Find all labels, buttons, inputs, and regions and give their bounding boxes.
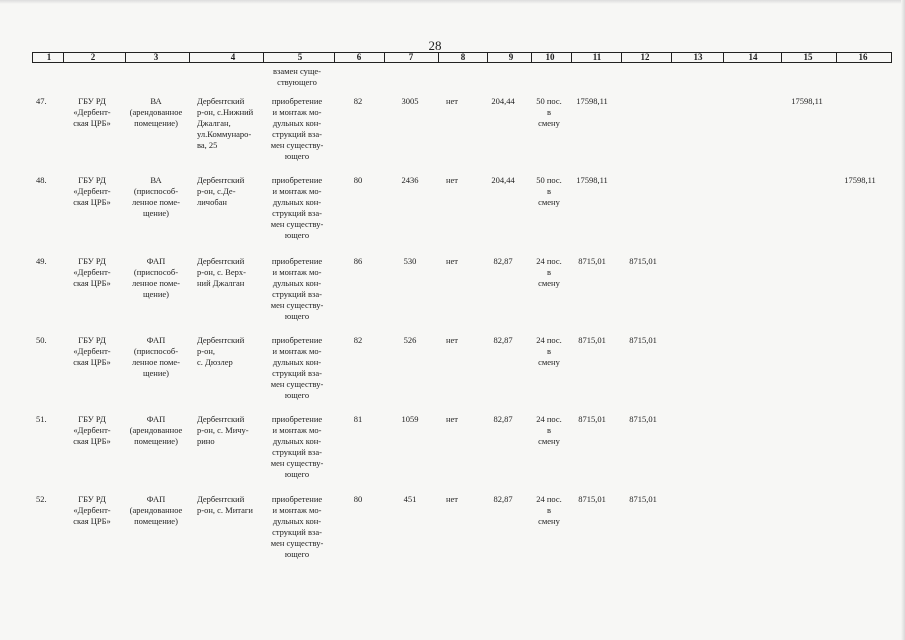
column-number-5: 5 — [297, 52, 303, 62]
organization-cell: ГБУ РД «Дербент- ская ЦРБ» — [73, 96, 111, 128]
col9-value: 82,87 — [493, 335, 513, 345]
organization-cell: ГБУ РД «Дербент- ская ЦРБ» — [73, 414, 111, 446]
header-separator — [836, 53, 837, 62]
facility-type-cell: ФАП (арендованное помещение) — [129, 494, 183, 526]
col12-value: 8715,01 — [629, 256, 657, 266]
col6-value: 82 — [353, 335, 363, 345]
facility-type-cell: ФАП (приспособ- ленное поме- щение) — [132, 335, 180, 378]
row-number: 47. — [36, 96, 47, 106]
header-separator — [438, 53, 439, 62]
column-number-3: 3 — [153, 52, 159, 62]
col12-value: 8715,01 — [629, 494, 657, 504]
col10-value: 24 пос. в смену — [536, 414, 562, 446]
header-separator — [671, 53, 672, 62]
column-number-2: 2 — [90, 52, 96, 62]
col10-value: 50 пос. в смену — [536, 96, 562, 128]
header-separator — [334, 53, 335, 62]
facility-type-cell: ВА (приспособ- ленное поме- щение) — [132, 175, 180, 218]
col11-value: 8715,01 — [578, 414, 606, 424]
row-number: 51. — [36, 414, 47, 424]
col7-value: 1059 — [401, 414, 419, 424]
row-number: 49. — [36, 256, 47, 266]
address-cell: Дербентский р-он, с. Мичу- рино — [197, 414, 249, 446]
col11-value: 8715,01 — [578, 494, 606, 504]
address-cell: Дербентский р-он, с.Де- личобан — [197, 175, 245, 207]
col16-value: 17598,11 — [844, 175, 876, 185]
col7-value: 2436 — [401, 175, 419, 185]
header-separator — [531, 53, 532, 62]
col8-value: нет — [445, 414, 459, 424]
col7-value: 451 — [403, 494, 417, 504]
col9-value: 82,87 — [493, 414, 513, 424]
action-cell: приобретение и монтаж мо- дульных кон- струкций вза- мен существу- ющего — [270, 175, 324, 240]
header-separator — [781, 53, 782, 62]
column-number-7: 7 — [408, 52, 414, 62]
col6-value: 80 — [353, 494, 363, 504]
header-separator — [571, 53, 572, 62]
action-cell: приобретение и монтаж мо- дульных кон- струкций вза- мен существу- ющего — [270, 96, 324, 161]
organization-cell: ГБУ РД «Дербент- ская ЦРБ» — [73, 494, 111, 526]
column-number-header — [32, 52, 892, 63]
col6-value: 81 — [353, 414, 363, 424]
col8-value: нет — [445, 335, 459, 345]
action-cell: приобретение и монтаж мо- дульных кон- струкций вза- мен существу- ющего — [270, 414, 324, 479]
header-separator — [723, 53, 724, 62]
action-cell: приобретение и монтаж мо- дульных кон- струкций вза- мен существу- ющего — [270, 256, 324, 321]
row-number: 50. — [36, 335, 47, 345]
header-separator — [384, 53, 385, 62]
page-number: 28 — [428, 38, 442, 53]
col7-value: 3005 — [401, 96, 419, 106]
col6-value: 86 — [353, 256, 363, 266]
continuation-cell: взамен суще- ствующего — [272, 66, 322, 87]
col7-value: 530 — [403, 256, 417, 266]
scan-edge-top — [0, 0, 905, 4]
col12-value: 8715,01 — [629, 335, 657, 345]
facility-type-cell: ФАП (приспособ- ленное поме- щение) — [132, 256, 180, 299]
col8-value: нет — [445, 494, 459, 504]
column-number-13: 13 — [693, 52, 703, 62]
address-cell: Дербентский р-он, с. Верх- ний Джалган — [197, 256, 246, 288]
action-cell: приобретение и монтаж мо- дульных кон- струкций вза- мен существу- ющего — [270, 335, 324, 400]
col11-value: 17598,11 — [576, 96, 608, 106]
column-number-9: 9 — [508, 52, 514, 62]
col10-value: 24 пос. в смену — [536, 256, 562, 288]
col9-value: 204,44 — [491, 96, 515, 106]
col9-value: 82,87 — [493, 494, 513, 504]
col11-value: 8715,01 — [578, 335, 606, 345]
col7-value: 526 — [403, 335, 417, 345]
col12-value: 8715,01 — [629, 414, 657, 424]
col10-value: 24 пос. в смену — [536, 335, 562, 367]
column-number-11: 11 — [592, 52, 602, 62]
row-number: 52. — [36, 494, 47, 504]
col11-value: 8715,01 — [578, 256, 606, 266]
col6-value: 82 — [353, 96, 363, 106]
header-separator — [263, 53, 264, 62]
col6-value: 80 — [353, 175, 363, 185]
facility-type-cell: ФАП (арендованное помещение) — [129, 414, 183, 446]
scan-edge-right — [901, 0, 905, 640]
column-number-12: 12 — [640, 52, 650, 62]
col9-value: 82,87 — [493, 256, 513, 266]
organization-cell: ГБУ РД «Дербент- ская ЦРБ» — [73, 175, 111, 207]
header-separator — [189, 53, 190, 62]
column-number-6: 6 — [356, 52, 362, 62]
header-separator — [487, 53, 488, 62]
row-number: 48. — [36, 175, 47, 185]
address-cell: Дербентский р-он, с. Дюзлер — [197, 335, 245, 367]
col8-value: нет — [445, 96, 459, 106]
col9-value: 204,44 — [491, 175, 515, 185]
organization-cell: ГБУ РД «Дербент- ская ЦРБ» — [73, 335, 111, 367]
col10-value: 50 пос. в смену — [536, 175, 562, 207]
header-separator — [125, 53, 126, 62]
action-cell: приобретение и монтаж мо- дульных кон- струкций вза- мен существу- ющего — [270, 494, 324, 559]
col11-value: 17598,11 — [576, 175, 608, 185]
column-number-4: 4 — [230, 52, 236, 62]
col15-value: 17598,11 — [791, 96, 823, 106]
organization-cell: ГБУ РД «Дербент- ская ЦРБ» — [73, 256, 111, 288]
column-number-16: 16 — [858, 52, 868, 62]
column-number-8: 8 — [460, 52, 466, 62]
col8-value: нет — [445, 256, 459, 266]
column-number-1: 1 — [46, 52, 52, 62]
facility-type-cell: ВА (арендованное помещение) — [129, 96, 183, 128]
column-number-14: 14 — [748, 52, 758, 62]
column-number-15: 15 — [803, 52, 813, 62]
address-cell: Дербентский р-он, с.Нижний Джалган, ул.Коммунаро- ва, 25 — [197, 96, 254, 150]
col10-value: 24 пос. в смену — [536, 494, 562, 526]
address-cell: Дербентский р-он, с. Митаги — [197, 494, 253, 515]
header-separator — [621, 53, 622, 62]
column-number-10: 10 — [545, 52, 555, 62]
col8-value: нет — [445, 175, 459, 185]
